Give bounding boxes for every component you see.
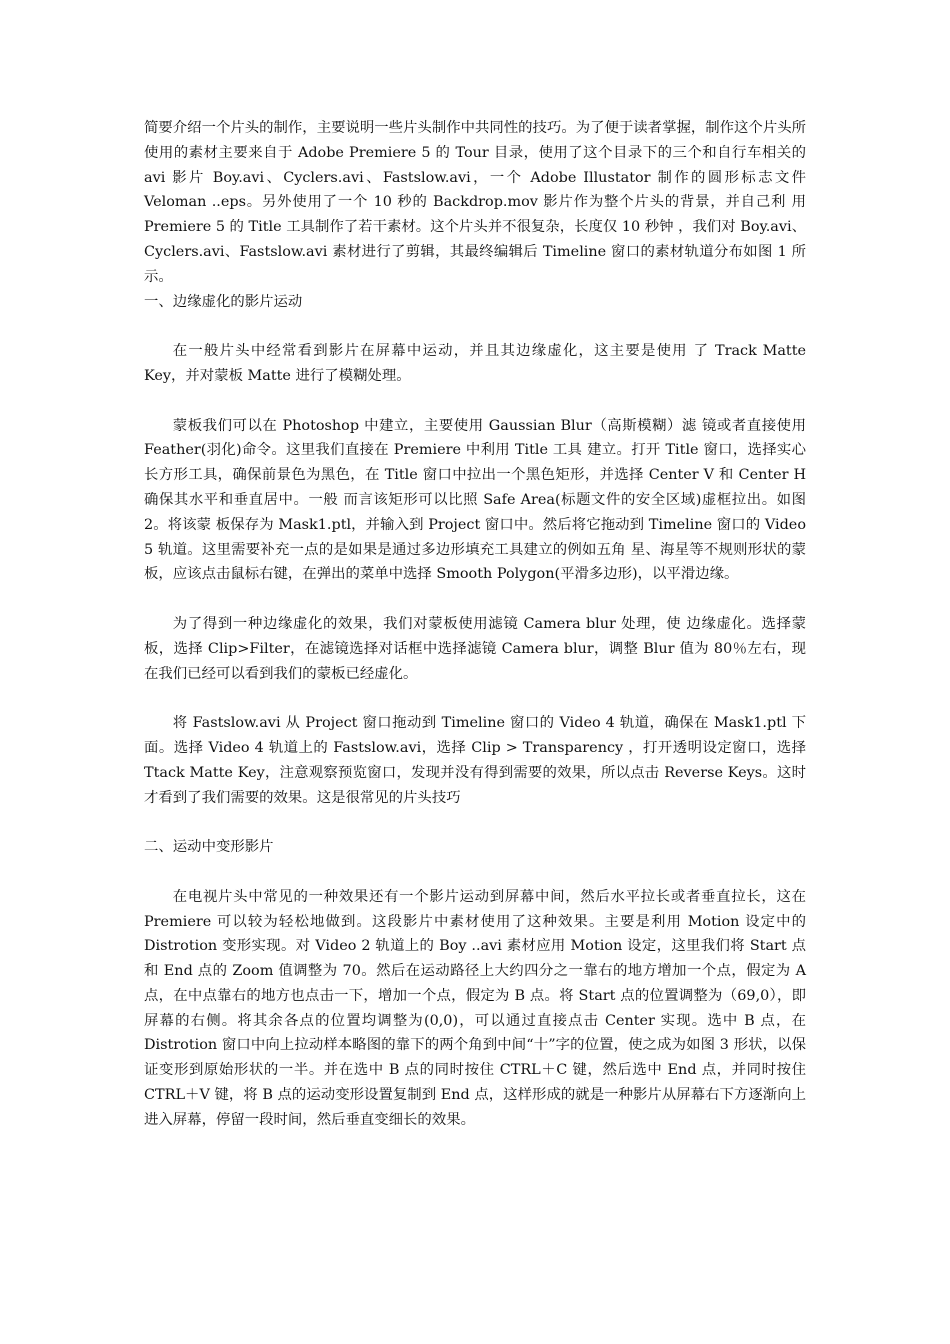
spacer: [144, 314, 806, 339]
spacer: [144, 587, 806, 612]
section-2-paragraph-1: 在电视片头中常见的一种效果还有一个影片运动到屏幕中间，然后水平拉长或者垂直拉长，这在 Premiere 可以较为轻松地做到。这段影片中素材使用了这种效果。主要是利用 Motion 设定中的 Distrotion 变形实现。对 Video 2 轨道上的 Boy ..avi 素材应用 Motion 设定，这里我们将 Start 点和 End 点的 Zoom 值调整为 70。然后在运动路径上大约四分之一靠右的地方增加一个点，假定为 A 点，在中点靠右的地方也点击一下，增加一个点，假定为 B 点。将 Start 点的位置调整为（69,0），即屏幕的右侧。将其余各点的位置均调整为(0,0)，可以通过直接点击 Center 实现。选中 B 点，在 Distrotion 窗口中向上拉动样本略图的靠下的两个角到中间“十”字的位置，使之成为如图 3 形状，以保证变形到原始形状的一半。并在选中 B 点的同时按住 CTRL＋C 键，然后选中 End 点，并同时按住 CTRL＋V 键，将 B 点的运动变形设置复制到 End 点，这样形成的就是一种影片从屏幕右下方逐渐向上进入屏幕，停留一段时间，然后垂直变细长的效果。: [144, 888, 806, 1128]
section-1-paragraph-4: 将 Fastslow.avi 从 Project 窗口拖动到 Timeline 窗口的 Video 4 轨道，确保在 Mask1.ptl 下面。选择 Video 4 轨道上的 Fastslow.avi，选择 Clip > Transparency ，打开透明设定窗口，选择 Ttack Matte Key，注意观察预览窗口，发现并没有得到需要的效果，所以点击 Reverse Keys。这时才看到了我们需要的效果。这是很常见的片头技巧: [144, 715, 806, 806]
spacer: [144, 686, 806, 711]
section-1-paragraph-1: 在一般片头中经常看到影片在屏幕中运动，并且其边缘虚化，这主要是使用 了 Track Matte Key，并对蒙板 Matte 进行了模糊处理。: [144, 343, 806, 384]
document-page: [144, 116, 806, 1133]
section-2-heading: 二、运动中变形影片: [144, 839, 274, 856]
section-1-heading: 一、边缘虚化的影片运动: [144, 293, 303, 310]
spacer: [144, 389, 806, 414]
section-1-paragraph-3: 为了得到一种边缘虚化的效果，我们对蒙板使用滤镜 Camera blur 处理，使 边缘虚化。选择蒙板，选择 Clip>Filter，在滤镜选择对话框中选择滤镜 Camera blur，调整 Blur 值为 80％左右，现在我们已经可以看到我们的蒙板已经虚化。: [144, 615, 806, 682]
intro-paragraph: 简要介绍一个片头的制作，主要说明一些片头制作中共同性的技巧。为了便于读者掌握，制作这个片头所使用的素材主要来自于 Adobe Premiere 5 的 Tour 目录，使用了这个目录下的三个和自行车相关的 avi 影片 Boy.avi、Cyclers.avi、Fastslow.avi，一个 Adobe Illustator 制作的圆形标志文件 Veloman ..eps。另外使用了一个 10 秒的 Backdrop.mov 影片作为整个片头的背景，并自己利 用 Premiere 5 的 Title 工具制作了若干素材。这个片头并不很复杂，长度仅 10 秒钟 ，我们对 Boy.avi、Cyclers.avi、Fastslow.avi 素材进行了剪辑，其最终编辑后 Timeline 窗口的素材轨道分布如图 1 所示。: [144, 120, 806, 285]
section-1-paragraph-2: 蒙板我们可以在 Photoshop 中建立，主要使用 Gaussian Blur（高斯模糊）滤 镜或者直接使用 Feather(羽化)命令。这里我们直接在 Premiere 中利用 Title 工具 建立。打开 Title 窗口，选择实心长方形工具，确保前景色为黑色，在 Title 窗口中拉出一个黑色矩形，并选择 Center V 和 Center H 确保其水平和垂直居中。一般 而言该矩形可以比照 Safe Area(标题文件的安全区域)虚框拉出。如图 2。将该蒙 板保存为 Mask1.ptl，并输入到 Project 窗口中。然后将它拖动到 Timeline 窗口的 Video 5 轨道。这里需要补充一点的是如果是通过多边形填充工具建立的例如五角 星、海星等不规则形状的蒙板，应该点击鼠标右键，在弹出的菜单中选择 Smooth Polygon(平滑多边形)，以平滑边缘。: [144, 417, 806, 583]
spacer: [144, 860, 806, 885]
spacer: [144, 810, 806, 835]
